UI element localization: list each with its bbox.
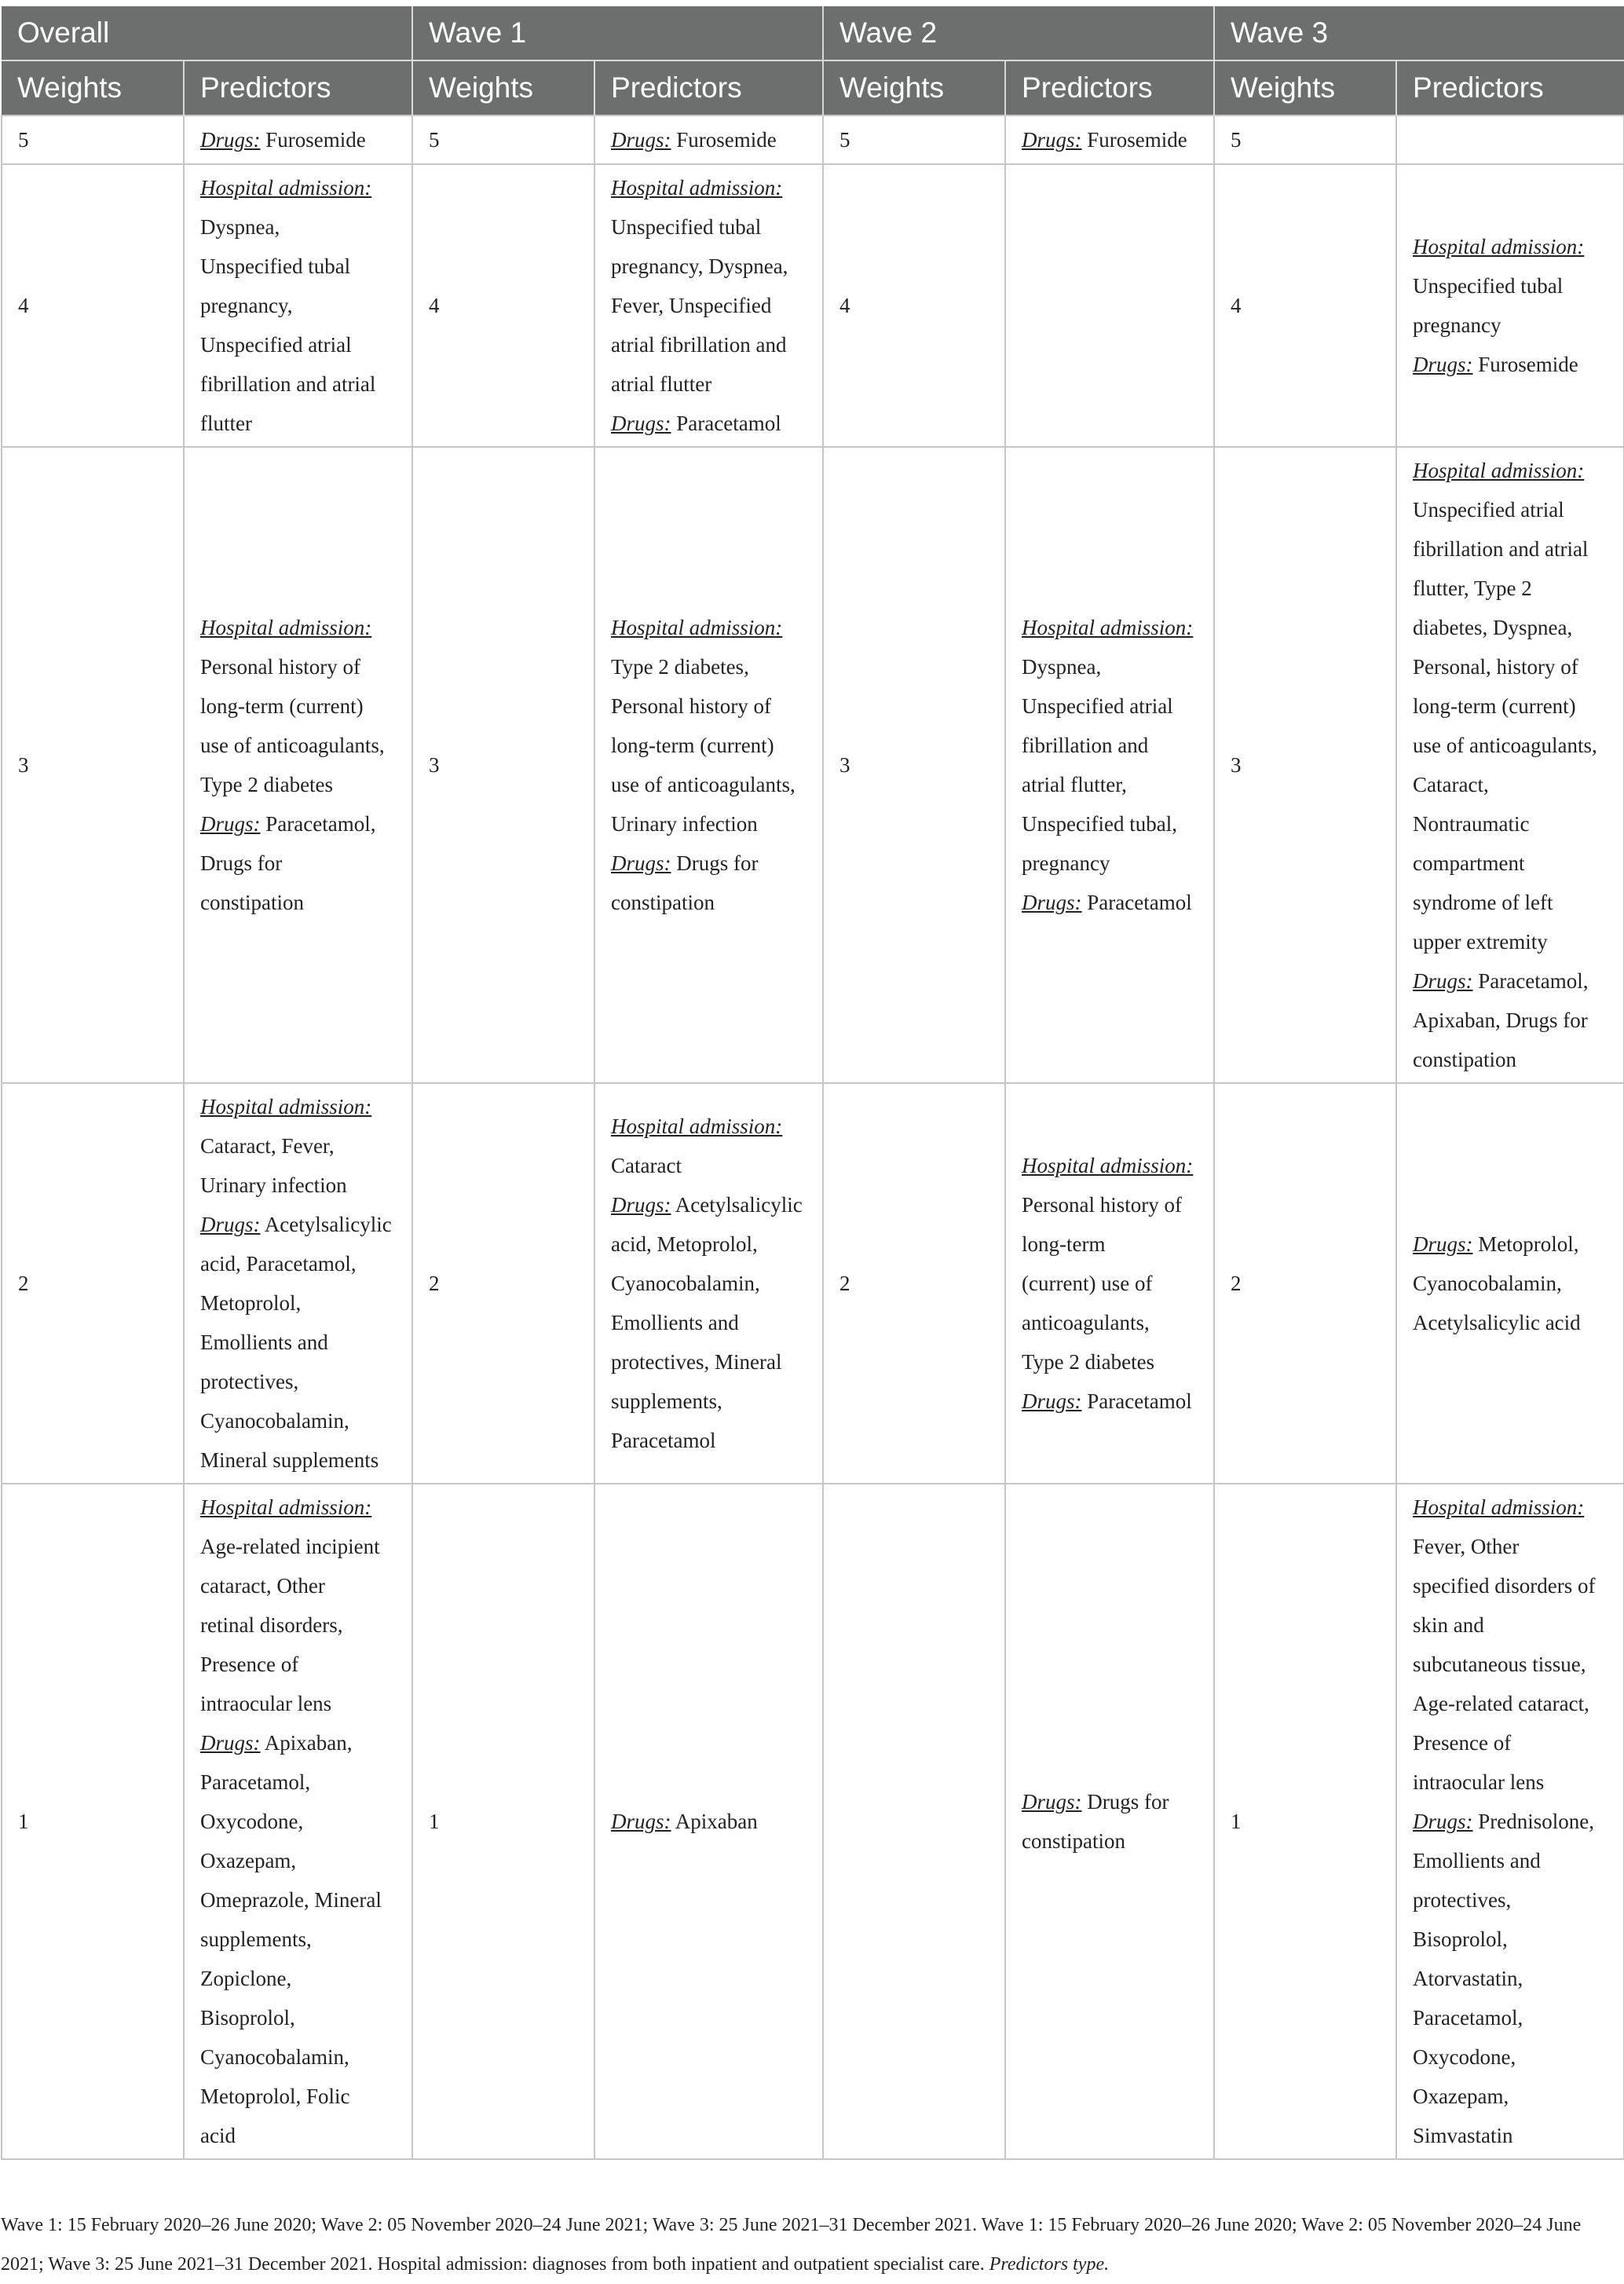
drug-item: Acetylsalicylic [675, 1193, 803, 1217]
predictors-cell [1005, 447, 1214, 1083]
diagnosis-item: Dyspnea, [1022, 655, 1102, 679]
drug-item: Oxycodone, [1413, 2045, 1516, 2069]
drugs-label: Drugs: [611, 412, 671, 435]
hospital-admission-label: Hospital admission: [611, 176, 783, 199]
drug-item: acid, Metoprolol, [611, 1232, 758, 1256]
drug-item: Cyanocobalamin, [1413, 1272, 1562, 1295]
predictors-cell [594, 164, 823, 447]
diagnosis-item: Unspecified atrial [1022, 694, 1173, 718]
diagnosis-item: long-term [1022, 1232, 1106, 1256]
diagnosis-item: pregnancy, Dyspnea, [611, 254, 788, 278]
weight-cell: 1 [1214, 1484, 1396, 2159]
predictors-cell [184, 1484, 412, 2159]
drug-item: Drugs for [1087, 1790, 1169, 1814]
predictors-cell [1396, 1484, 1624, 2159]
weight-cell: 3 [1214, 447, 1396, 1083]
diagnosis-item: specified disorders of [1413, 1574, 1596, 1598]
diagnosis-item: Age-related cataract, [1413, 1692, 1589, 1715]
drugs-label: Drugs: [1413, 1810, 1473, 1833]
predictor-line [200, 1723, 399, 1762]
weight-cell: 5 [823, 115, 1005, 164]
drug-item: Oxazepam, [200, 1849, 297, 1872]
column-header-weights: Weights [1214, 60, 1396, 115]
diagnosis-item: Age-related incipient [200, 1535, 380, 1558]
column-header-weights: Weights [412, 60, 594, 115]
drugs-label: Drugs: [1022, 1790, 1082, 1814]
predictor-line [1413, 1802, 1611, 1841]
predictors-cell [1396, 164, 1624, 447]
diagnosis-item: diabetes, Dyspnea, [1413, 616, 1573, 639]
predictors-cell [184, 164, 412, 447]
header-wave-2: Wave 2 [823, 6, 1214, 60]
diagnosis-item: compartment [1413, 851, 1525, 875]
drugs-label: Drugs: [611, 1193, 671, 1217]
drug-item: Emollients and [611, 1311, 739, 1334]
diagnosis-item: use of anticoagulants, [611, 773, 796, 796]
predictors-cell [594, 115, 823, 164]
drug-item: constipation [200, 891, 304, 914]
drugs-label: Drugs: [611, 1810, 671, 1833]
drugs-label: Drugs: [200, 128, 261, 152]
diagnosis-item: Unspecified tubal, [1022, 812, 1177, 836]
table-row [2, 1083, 1624, 1484]
diagnosis-item: flutter, Type 2 [1413, 576, 1532, 600]
diagnosis-item: atrial fibrillation and [611, 333, 787, 357]
header-wave-3: Wave 3 [1214, 6, 1624, 60]
weight-cell [823, 1484, 1005, 2159]
diagnosis-item: skin and [1413, 1613, 1484, 1637]
diagnosis-item: intraocular lens [1413, 1770, 1545, 1794]
drug-item: constipation [1022, 1829, 1125, 1853]
column-header-predictors: Predictors [184, 60, 412, 115]
hospital-admission-label: Hospital admission: [1413, 459, 1585, 482]
drugs-label: Drugs: [611, 851, 671, 875]
drug-item: protectives, [200, 1370, 299, 1393]
predictors-cell [1396, 115, 1624, 164]
diagnosis-item: Urinary infection [611, 812, 758, 836]
column-header-weights: Weights [2, 60, 184, 115]
predictors-cell [1005, 1083, 1214, 1484]
drug-item: acid, Paracetamol, [200, 1252, 357, 1276]
drugs-label: Drugs: [1022, 128, 1082, 152]
drug-item: constipation [611, 891, 715, 914]
drug-item: protectives, Mineral [611, 1350, 782, 1374]
diagnosis-item: Personal history of [1022, 1193, 1182, 1217]
weight-cell: 2 [1214, 1083, 1396, 1484]
drug-item: Paracetamol, [265, 812, 376, 836]
drug-item: Acetylsalicylic [264, 1213, 392, 1236]
predictors-cell [594, 447, 823, 1083]
diagnosis-item: Unspecified atrial [200, 333, 352, 357]
weight-cell: 2 [412, 1083, 594, 1484]
drugs-label: Drugs: [200, 812, 261, 836]
drug-item: Bisoprolol, [1413, 1927, 1508, 1951]
hospital-admission-label: Hospital admission: [611, 616, 783, 639]
drug-item: Drugs for [200, 851, 283, 875]
predictor-line [1413, 961, 1611, 1001]
predictor-line [611, 844, 810, 883]
predictors-cell [594, 1484, 823, 2159]
drug-item: Furosemide [1478, 353, 1578, 376]
column-header-row [2, 60, 1624, 115]
drug-item: Apixaban [675, 1810, 758, 1833]
diagnosis-item: Dyspnea, [200, 215, 280, 239]
predictor-line [1022, 1382, 1201, 1421]
diagnosis-item: fibrillation and atrial [200, 372, 376, 396]
drugs-label: Drugs: [1413, 969, 1473, 993]
diagnosis-item: Cataract [611, 1154, 682, 1177]
drug-item: Acetylsalicylic acid [1413, 1311, 1581, 1334]
diagnosis-item: pregnancy [1022, 851, 1110, 875]
diagnosis-item: Unspecified atrial [1413, 498, 1564, 522]
drugs-label: Drugs: [1413, 353, 1473, 376]
diagnosis-item: Unspecified tubal [1413, 274, 1564, 298]
predictors-cell [1396, 1083, 1624, 1484]
diagnosis-item: Type 2 diabetes, [611, 655, 749, 679]
drug-item: protectives, [1413, 1888, 1512, 1912]
column-header-weights: Weights [823, 60, 1005, 115]
drug-item: Drugs for [676, 851, 759, 875]
predictor-line [200, 804, 399, 844]
diagnosis-item: Cataract, Fever, [200, 1134, 335, 1158]
column-header-predictors: Predictors [1005, 60, 1214, 115]
weight-cell: 5 [1214, 115, 1396, 164]
drug-item: Paracetamol [611, 1429, 716, 1452]
drug-item: Cyanocobalamin, [200, 1409, 349, 1433]
weight-cell: 3 [823, 447, 1005, 1083]
predictor-line [1022, 883, 1201, 922]
group-header-row [2, 6, 1624, 60]
weight-cell: 5 [412, 115, 594, 164]
weight-cell: 4 [823, 164, 1005, 447]
diagnosis-item: long-term (current) [1413, 694, 1576, 718]
predictors-cell [1005, 115, 1214, 164]
drug-item: Furosemide [1087, 128, 1187, 152]
predictors-cell [1005, 164, 1214, 447]
diagnosis-item: Nontraumatic [1413, 812, 1530, 836]
diagnosis-item: upper extremity [1413, 930, 1548, 953]
diagnosis-item: Urinary infection [200, 1173, 347, 1197]
drug-item: Prednisolone, [1478, 1810, 1595, 1833]
drug-item: Furosemide [265, 128, 366, 152]
predictor-line [1413, 1224, 1611, 1264]
weight-cell: 2 [823, 1083, 1005, 1484]
drug-item: Zopiclone, [200, 1967, 292, 1990]
drugs-label: Drugs: [200, 1731, 261, 1755]
drug-item: Simvastatin [1413, 2124, 1513, 2147]
drug-item: supplements, [611, 1389, 722, 1413]
predictors-table [1, 6, 1624, 2160]
hospital-admission-label: Hospital admission: [200, 1095, 372, 1118]
drugs-label: Drugs: [1022, 891, 1082, 914]
hospital-admission-label: Hospital admission: [1022, 616, 1194, 639]
table-body [2, 115, 1624, 2159]
table-row [2, 164, 1624, 447]
diagnosis-item: Presence of [1413, 1731, 1512, 1755]
drug-item: Emollients and [1413, 1849, 1541, 1872]
hospital-admission-label: Hospital admission: [611, 1115, 783, 1138]
diagnosis-item: pregnancy [1413, 313, 1501, 337]
diagnosis-item: subcutaneous tissue, [1413, 1653, 1586, 1676]
weight-cell: 3 [2, 447, 184, 1083]
hospital-admission-label: Hospital admission: [1413, 1495, 1585, 1519]
drugs-label: Drugs: [1413, 1232, 1473, 1256]
diagnosis-item: fibrillation and [1022, 734, 1149, 757]
weight-cell: 1 [2, 1484, 184, 2159]
drug-item: Paracetamol [1087, 1389, 1192, 1413]
drug-item: Bisoprolol, [200, 2006, 295, 2030]
header-wave-1: Wave 1 [412, 6, 823, 60]
drug-item: Atorvastatin, [1413, 1967, 1523, 1990]
drug-item: Apixaban, [264, 1731, 353, 1755]
diagnosis-item: use of anticoagulants, [200, 734, 385, 757]
weight-cell: 4 [412, 164, 594, 447]
predictor-line [200, 120, 399, 159]
drug-item: Omeprazole, Mineral [200, 1888, 382, 1912]
diagnosis-item: Personal history of [200, 655, 360, 679]
diagnosis-item: Fever, Unspecified [611, 294, 772, 317]
hospital-admission-label: Hospital admission: [200, 616, 372, 639]
drug-item: Cyanocobalamin, [200, 2045, 349, 2069]
predictor-line [1022, 120, 1201, 159]
diagnosis-item: retinal disorders, [200, 1613, 343, 1637]
diagnosis-item: Personal, history of [1413, 655, 1578, 679]
weight-cell: 3 [412, 447, 594, 1083]
diagnosis-item: Presence of [200, 1653, 299, 1676]
predictor-line [200, 1205, 399, 1244]
drug-item: Paracetamol [676, 412, 781, 435]
predictors-cell [1396, 447, 1624, 1083]
predictor-line [1413, 345, 1611, 384]
diagnosis-item: pregnancy, [200, 294, 293, 317]
diagnosis-item: use of anticoagulants, [1413, 734, 1597, 757]
hospital-admission-label: Hospital admission: [1022, 1154, 1194, 1177]
diagnosis-item: atrial flutter [611, 372, 712, 396]
table-row [2, 1484, 1624, 2159]
drugs-label: Drugs: [1022, 1389, 1082, 1413]
table-row [2, 447, 1624, 1083]
drug-item: Mineral supplements [200, 1448, 379, 1472]
predictor-line [611, 120, 810, 159]
diagnosis-item: flutter [200, 412, 252, 435]
drugs-label: Drugs: [200, 1213, 261, 1236]
footnote-text: Wave 1: 15 February 2020–26 June 2020; Wave 2: 05 November 2020–24 June 2021; Wave 3: 25 June 2021–31 December 2021. Wave 1: 15 February 2020–26 June 2020; Wave 2: 05 November 2020–24 June 2021; Wave 3: 25 June 2021–31 December 2021. Hospital admission: diagnoses from both inpatient and outpatient specialist care. [1, 2215, 1582, 2275]
diagnosis-item: intraocular lens [200, 1692, 332, 1715]
drug-item: Metoprolol, Folic [200, 2085, 350, 2108]
hospital-admission-label: Hospital admission: [200, 1495, 372, 1519]
header-overall: Overall [2, 6, 412, 60]
predictor-line [611, 1185, 810, 1224]
weight-cell: 1 [412, 1484, 594, 2159]
predictors-cell [184, 1083, 412, 1484]
diagnosis-item: Fever, Other [1413, 1535, 1520, 1558]
diagnosis-item: long-term (current) [200, 694, 364, 718]
diagnosis-item: Unspecified tubal [611, 215, 762, 239]
drug-item: Oxazepam, [1413, 2085, 1509, 2108]
hospital-admission-label: Hospital admission: [200, 176, 372, 199]
drug-item: Metoprolol, [1478, 1232, 1579, 1256]
diagnosis-item: syndrome of left [1413, 891, 1553, 914]
table-row [2, 115, 1624, 164]
drug-item: Paracetamol [1087, 891, 1192, 914]
diagnosis-item: anticoagulants, [1022, 1311, 1150, 1334]
diagnosis-item: cataract, Other [200, 1574, 325, 1598]
drug-item: acid [200, 2124, 236, 2147]
diagnosis-item: atrial flutter, [1022, 773, 1127, 796]
weight-cell: 4 [2, 164, 184, 447]
predictors-cell [594, 1083, 823, 1484]
drug-item: Paracetamol, [1478, 969, 1589, 993]
drug-item: Paracetamol, [1413, 2006, 1523, 2030]
weight-cell: 5 [2, 115, 184, 164]
weight-cell: 2 [2, 1083, 184, 1484]
predictors-cell [184, 115, 412, 164]
predictors-cell [184, 447, 412, 1083]
drug-item: Oxycodone, [200, 1810, 304, 1833]
diagnosis-item: Unspecified tubal [200, 254, 351, 278]
drug-item: Metoprolol, [200, 1291, 302, 1315]
hospital-admission-label: Hospital admission: [1413, 235, 1585, 258]
diagnosis-item: Type 2 diabetes [200, 773, 334, 796]
column-header-predictors: Predictors [594, 60, 823, 115]
predictor-line [1022, 1782, 1201, 1821]
footnote-italic: Predictors type. [989, 2254, 1110, 2275]
drug-item: Cyanocobalamin, [611, 1272, 760, 1295]
table-footnote [1, 2205, 1623, 2284]
predictor-line [611, 404, 810, 443]
drug-item: Furosemide [676, 128, 777, 152]
drug-item: Emollients and [200, 1331, 328, 1354]
diagnosis-item: Personal history of [611, 694, 771, 718]
drugs-label: Drugs: [611, 128, 671, 152]
diagnosis-item: fibrillation and atrial [1413, 537, 1589, 561]
diagnosis-item: (current) use of [1022, 1272, 1153, 1295]
diagnosis-item: long-term (current) [611, 734, 774, 757]
predictor-line [611, 1802, 810, 1841]
weight-cell: 4 [1214, 164, 1396, 447]
drug-item: supplements, [200, 1927, 312, 1951]
diagnosis-item: Type 2 diabetes [1022, 1350, 1155, 1374]
column-header-predictors: Predictors [1396, 60, 1624, 115]
predictors-cell [1005, 1484, 1214, 2159]
drug-item: Apixaban, Drugs for [1413, 1008, 1588, 1032]
drug-item: Paracetamol, [200, 1770, 311, 1794]
drug-item: constipation [1413, 1048, 1516, 1071]
diagnosis-item: Cataract, [1413, 773, 1489, 796]
